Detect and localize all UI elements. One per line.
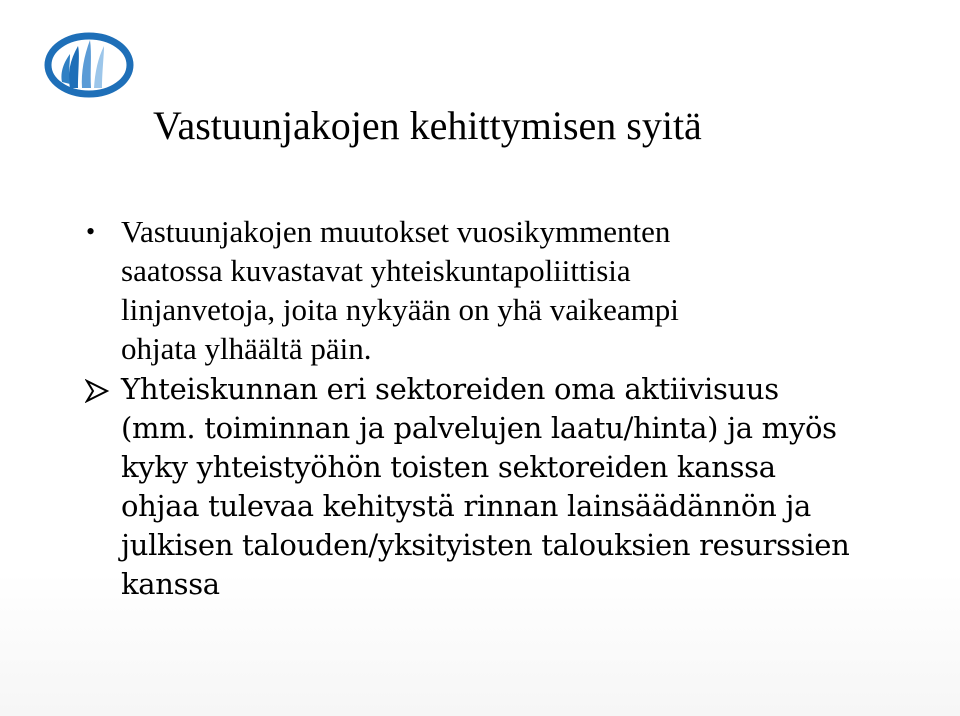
sub-bullet-line: kyky yhteistyöhön toisten sektoreiden kanssa xyxy=(121,450,776,484)
sub-bullet-line: (mm. toiminnan ja palvelujen laatu/hinta) ja myös xyxy=(121,411,837,445)
bullet-item xyxy=(0,212,960,368)
arrowhead-bullet-icon xyxy=(85,379,111,403)
sub-bullet-line: ohjaa tulevaa kehitystä rinnan lainsäädännön ja xyxy=(121,489,812,523)
bullet-line: linjanvetoja, joita nykyään on yhä vaikeampi xyxy=(121,292,679,327)
sub-bullet-line: kanssa xyxy=(121,567,220,601)
bullet-line: saatossa kuvastavat yhteiskuntapoliittisia xyxy=(121,253,631,288)
sub-bullet-line: julkisen talouden/yksityisten talouksien resurssien xyxy=(121,528,850,562)
slide-title: Vastuunjakojen kehittymisen syitä xyxy=(153,103,702,148)
bullet-line: ohjata ylhäältä päin. xyxy=(121,331,372,366)
bullet-marker: • xyxy=(86,217,96,246)
sub-bullet-item xyxy=(0,370,960,604)
slide-content xyxy=(0,212,960,604)
bullet-line: Vastuunjakojen muutokset vuosikymmenten xyxy=(121,214,671,249)
wave-circle-logo-icon xyxy=(40,22,140,100)
sub-bullet-line: Yhteiskunnan eri sektoreiden oma aktiivisuus xyxy=(121,372,779,406)
